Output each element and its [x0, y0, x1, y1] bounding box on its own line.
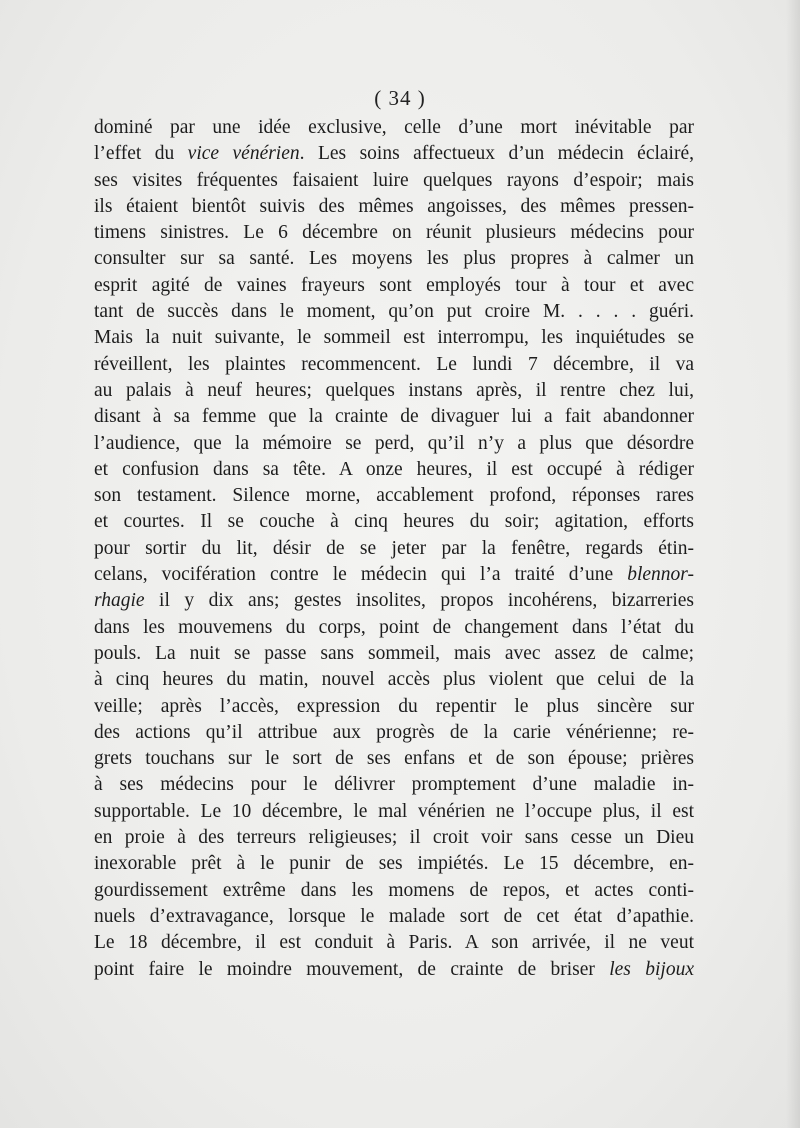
text-segment: supportable. Le 10 décembre, le mal vénérien ne l’occupe plus, il est	[94, 800, 694, 822]
text-segment: Mais la nuit suivante, le sommeil est interrompu, les inquiétudes se	[94, 327, 694, 349]
text-line	[94, 588, 694, 614]
text-segment: réveillent, les plaintes recommencent. Le lundi 7 décembre, il va	[94, 353, 694, 375]
page-edge-shadow	[786, 0, 800, 1128]
text-line	[94, 431, 694, 457]
text-segment: ils étaient bientôt suivis des mêmes angoisses, des mêmes pressen-	[94, 195, 694, 217]
text-segment: l’audience, que la mémoire se perd, qu’il n’y a plus que désordre	[94, 432, 694, 454]
text-line	[94, 378, 694, 404]
text-line	[94, 772, 694, 798]
text-line	[94, 615, 694, 641]
text-line	[94, 404, 694, 430]
italic-text: vice vénérien	[187, 143, 300, 165]
text-segment: gourdissement extrême dans les momens de repos, et actes conti-	[94, 879, 694, 901]
text-line	[94, 746, 694, 772]
italic-text: rhagie	[94, 590, 145, 612]
text-line	[94, 720, 694, 746]
text-line	[94, 246, 694, 272]
text-line	[94, 483, 694, 509]
text-segment: et confusion dans sa tête. A onze heures, il est occupé à rédiger	[94, 458, 694, 480]
text-line	[94, 641, 694, 667]
text-segment: esprit agité de vaines frayeurs sont employés tour à tour et avec	[94, 274, 694, 296]
text-line	[94, 799, 694, 825]
text-line	[94, 115, 694, 141]
text-segment: son testament. Silence morne, accablement profond, réponses rares	[94, 485, 694, 507]
text-line	[94, 904, 694, 930]
text-segment: l’effet du	[94, 143, 188, 165]
text-segment: Le 18 décembre, il est conduit à Paris. A son arrivée, il ne veut	[94, 932, 694, 954]
text-segment: à cinq heures du matin, nouvel accès plus violent que celui de la	[94, 669, 694, 691]
text-line	[94, 299, 694, 325]
text-segment: grets touchans sur le sort de ses enfans et de son épouse; prières	[94, 748, 694, 770]
text-segment: timens sinistres. Le 6 décembre on réunit plusieurs médecins pour	[94, 222, 694, 244]
text-line	[94, 325, 694, 351]
text-line	[94, 562, 694, 588]
text-segment: pouls. La nuit se passe sans sommeil, mais avec assez de calme;	[94, 642, 694, 664]
text-line	[94, 957, 694, 983]
text-line	[94, 825, 694, 851]
text-segment: nuels d’extravagance, lorsque le malade sort de cet état d’apathie.	[94, 905, 694, 927]
text-segment: consulter sur sa santé. Les moyens les plus propres à calmer un	[94, 248, 694, 270]
italic-text: blennor-	[627, 564, 694, 586]
text-line	[94, 930, 694, 956]
italic-text: les bijoux	[609, 958, 694, 980]
text-line	[94, 273, 694, 299]
text-line	[94, 694, 694, 720]
text-segment: celans, vocifération contre le médecin qui l’a traité d’une	[94, 564, 628, 586]
text-line	[94, 220, 694, 246]
text-line	[94, 878, 694, 904]
text-line	[94, 457, 694, 483]
text-line	[94, 509, 694, 535]
body-text	[94, 115, 694, 983]
text-segment: en proie à des terreurs religieuses; il croit voir sans cesse un Dieu	[94, 827, 694, 849]
text-segment: veille; après l’accès, expression du repentir le plus sincère sur	[94, 695, 694, 717]
text-segment: tant de succès dans le moment, qu’on put croire M. . . . . guéri.	[94, 301, 694, 323]
text-line	[94, 141, 694, 167]
text-line	[94, 851, 694, 877]
text-segment: à ses médecins pour le délivrer promptement d’une maladie in-	[94, 774, 694, 796]
text-segment: disant à sa femme que la crainte de divaguer lui a fait abandonner	[94, 406, 694, 428]
text-segment: dominé par une idée exclusive, celle d’une mort inévitable par	[94, 117, 694, 138]
text-line	[94, 352, 694, 378]
text-segment: des actions qu’il attribue aux progrès de la carie vénérienne; re-	[94, 721, 694, 743]
text-line	[94, 194, 694, 220]
text-segment: au palais à neuf heures; quelques instans après, il rentre chez lui,	[94, 379, 694, 401]
text-segment: pour sortir du lit, désir de se jeter par la fenêtre, regards étin-	[94, 537, 694, 559]
text-segment: inexorable prêt à le punir de ses impiétés. Le 15 décembre, en-	[94, 853, 694, 875]
text-segment: dans les mouvemens du corps, point de changement dans l’état du	[94, 616, 694, 638]
text-line	[94, 536, 694, 562]
text-segment: et courtes. Il se couche à cinq heures du soir; agitation, efforts	[94, 511, 694, 533]
text-line	[94, 168, 694, 194]
text-segment: point faire le moindre mouvement, de crainte de briser	[94, 958, 610, 980]
text-segment: ses visites fréquentes faisaient luire quelques rayons d’espoir; mais	[94, 169, 694, 191]
text-segment: . Les soins affectueux d’un médecin éclairé,	[299, 143, 694, 165]
text-line	[94, 667, 694, 693]
page-number: ( 34 )	[374, 86, 426, 110]
text-segment: il y dix ans; gestes insolites, propos incohérens, bizarreries	[144, 590, 694, 612]
